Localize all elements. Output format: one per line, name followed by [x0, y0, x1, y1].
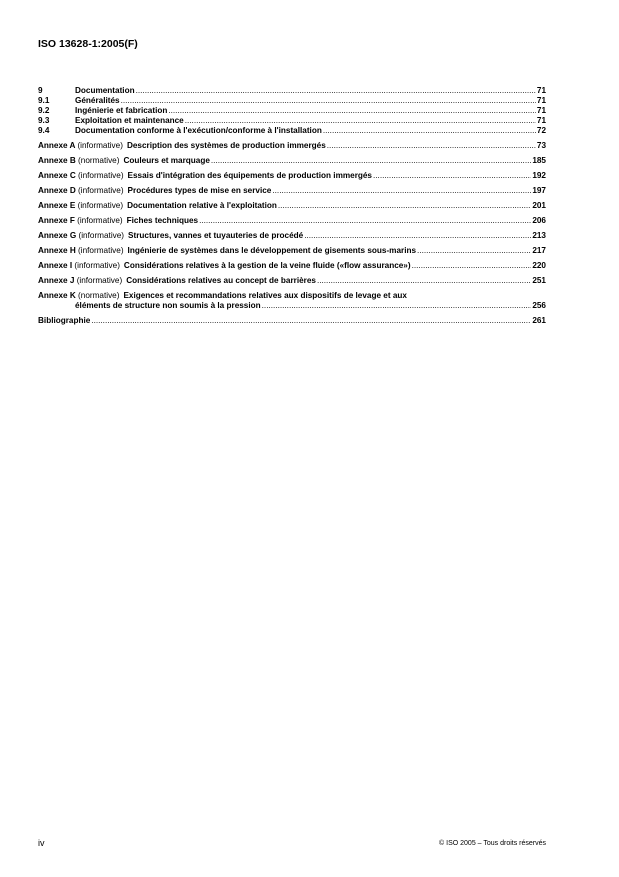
page-number: 213: [532, 231, 546, 240]
annex-type: (informative): [76, 276, 123, 285]
annex-title: Description des systèmes de production immergés: [126, 141, 326, 150]
section-number: 9.4: [38, 126, 50, 135]
section-title: Documentation conforme à l'exécution/conforme à l'installation: [75, 126, 322, 135]
annex-title-line1: Exigences et recommandations relatives aux dispositifs de levage et aux: [123, 291, 407, 300]
section-number: 9.3: [38, 116, 50, 125]
annex-label: Annexe B: [38, 156, 76, 165]
toc-entry-annex-d[interactable]: [38, 186, 546, 196]
section-title: Exploitation et maintenance: [75, 116, 184, 125]
leader-dots: [317, 276, 531, 286]
leader-dots: [121, 96, 536, 106]
toc-entry-annex-b[interactable]: [38, 156, 546, 166]
annex-type: (informative): [78, 171, 124, 180]
leader-dots: [136, 86, 536, 96]
leader-dots: [412, 261, 532, 271]
page-number: 251: [532, 276, 546, 285]
annex-prefix: [38, 231, 124, 241]
annex-prefix: [38, 201, 123, 211]
leader-dots: [304, 231, 531, 241]
annex-prefix: [38, 141, 123, 151]
annex-title: Ingénierie de systèmes dans le développement de gisements sous-marins: [127, 246, 417, 255]
section-number: 9.2: [38, 106, 50, 115]
annex-title: Essais d'intégration des équipements de production immergés: [127, 171, 372, 180]
annex-k-second-line: [38, 301, 546, 311]
toc-entry-section-9[interactable]: [38, 86, 546, 96]
leader-dots: [323, 126, 536, 136]
annex-prefix: [38, 291, 119, 301]
page-number: 71: [536, 96, 546, 105]
page-number: 71: [536, 86, 546, 95]
leader-dots: [168, 106, 536, 116]
toc-entry-annex-h[interactable]: [38, 246, 546, 256]
annex-type: (informative): [77, 201, 124, 210]
annex-type: (normative): [78, 156, 120, 165]
page-number: 72: [536, 126, 546, 135]
leader-dots: [272, 186, 531, 196]
page-number: 197: [532, 186, 546, 195]
annex-prefix: [38, 216, 123, 226]
table-of-contents: [38, 86, 546, 326]
annex-label: Annexe C: [38, 171, 76, 180]
annex-label: Annexe D: [38, 186, 76, 195]
annex-title: Considérations relatives au concept de barrières: [126, 276, 316, 285]
page-number: 185: [532, 156, 546, 165]
toc-entry-annex-c[interactable]: [38, 171, 546, 181]
annex-label: Annexe I: [38, 261, 73, 270]
page-number: 201: [532, 201, 546, 210]
annex-type: (informative): [78, 246, 124, 255]
annex-label: Annexe J: [38, 276, 75, 285]
annex-type: (informative): [74, 261, 120, 270]
leader-dots: [278, 201, 531, 211]
toc-entry-annex-j[interactable]: [38, 276, 546, 286]
page-number: 73: [536, 141, 546, 150]
annex-title: Fiches techniques: [126, 216, 199, 225]
leader-dots: [91, 316, 531, 326]
annex-k-first-line: [38, 291, 546, 301]
footer-page-number: iv: [38, 838, 45, 848]
leader-dots: [211, 156, 531, 166]
leader-dots: [373, 171, 531, 181]
annex-type: (informative): [78, 231, 125, 240]
leader-dots: [417, 246, 531, 256]
page-number: 261: [532, 316, 546, 325]
toc-entry-annex-e[interactable]: [38, 201, 546, 211]
toc-entry-section-9-3[interactable]: [38, 116, 546, 126]
bibliography-title: Bibliographie: [38, 316, 91, 325]
annex-prefix: [38, 186, 124, 196]
annex-label: Annexe K: [38, 291, 76, 300]
annex-type: (informative): [77, 141, 123, 150]
annex-label: Annexe F: [38, 216, 75, 225]
annex-prefix: [38, 171, 124, 181]
annex-type: (informative): [78, 186, 124, 195]
annex-label: Annexe E: [38, 201, 76, 210]
section-title: Documentation: [75, 86, 135, 95]
toc-entry-annex-g[interactable]: [38, 231, 546, 241]
page-number: 71: [536, 116, 546, 125]
toc-entry-annex-f[interactable]: [38, 216, 546, 226]
annex-label: Annexe H: [38, 246, 76, 255]
toc-entry-annex-k[interactable]: [38, 291, 546, 311]
toc-entry-annex-i[interactable]: [38, 261, 546, 271]
document-id: ISO 13628-1:2005(F): [38, 38, 138, 50]
annex-title: Couleurs et marquage: [123, 156, 210, 165]
annex-title: Structures, vannes et tuyauteries de procédé: [128, 231, 304, 240]
annex-label: Annexe G: [38, 231, 77, 240]
leader-dots: [327, 141, 536, 151]
toc-entry-section-9-2[interactable]: [38, 106, 546, 116]
annex-prefix: [38, 246, 124, 256]
toc-entry-bibliography[interactable]: [38, 316, 546, 326]
leader-dots: [185, 116, 536, 126]
annex-title-line2: éléments de structure non soumis à la pression: [75, 301, 261, 310]
section-title: Ingénierie et fabrication: [75, 106, 168, 115]
page-number: 220: [532, 261, 546, 270]
annex-type: (informative): [77, 216, 123, 225]
toc-entry-section-9-1[interactable]: [38, 96, 546, 106]
annex-prefix: [38, 276, 122, 286]
leader-dots: [199, 216, 531, 226]
page-number: 206: [532, 216, 546, 225]
annex-prefix: [38, 156, 119, 166]
leader-dots: [262, 301, 532, 311]
annex-title: Considérations relatives à la gestion de la veine fluide («flow assurance»): [123, 261, 411, 270]
toc-entry-section-9-4[interactable]: [38, 126, 546, 136]
page-number: 217: [532, 246, 546, 255]
page-number: 192: [532, 171, 546, 180]
annex-type: (normative): [78, 291, 120, 300]
annex-label: Annexe A: [38, 141, 76, 150]
page-number: 256: [532, 301, 546, 310]
annex-title: Procédures types de mise en service: [127, 186, 272, 195]
page-number: 71: [536, 106, 546, 115]
annex-prefix: [38, 261, 120, 271]
footer-copyright: © ISO 2005 – Tous droits réservés: [439, 840, 546, 847]
section-number: 9: [38, 86, 43, 95]
section-title: Généralités: [75, 96, 120, 105]
toc-entry-annex-a[interactable]: [38, 141, 546, 151]
annex-title: Documentation relative à l'exploitation: [127, 201, 277, 210]
section-number: 9.1: [38, 96, 50, 105]
